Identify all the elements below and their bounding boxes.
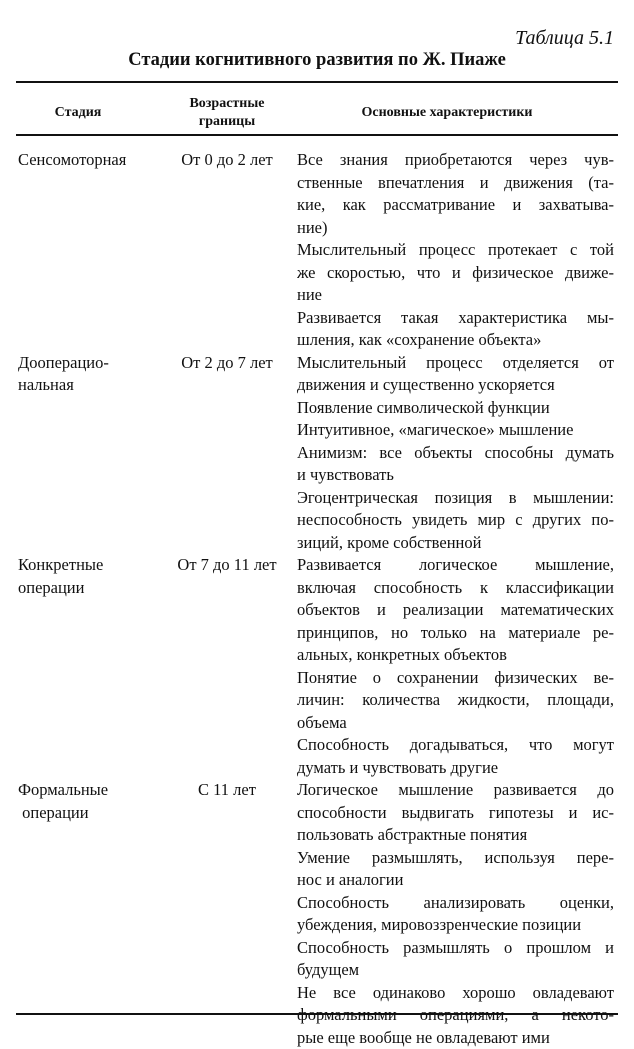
characteristic-line: Мыслительный процесс протекает с той xyxy=(297,239,614,262)
characteristic-line: ние) xyxy=(297,217,614,240)
characteristic-line: Появление символической функции xyxy=(297,397,614,420)
stage-line: Конкретные xyxy=(18,554,103,577)
table-number: Таблица 5.1 xyxy=(515,27,614,50)
characteristic-line: будущем xyxy=(297,959,614,982)
table-top-rule xyxy=(16,81,618,83)
characteristic-paragraph xyxy=(297,982,614,1049)
table-bottom-rule xyxy=(16,1013,618,1015)
characteristic-line: ние xyxy=(297,284,614,307)
characteristic-line: Мыслительный процесс отделяется от xyxy=(297,352,614,375)
characteristic-line: Способность анализировать оценки, xyxy=(297,892,614,915)
characteristic-line: ственные впечатления и движения (та- xyxy=(297,172,614,195)
characteristic-line: движения и существенно ускоряется xyxy=(297,374,614,397)
characteristic-line: нос и аналогии xyxy=(297,869,614,892)
characteristic-line: шления, как «сохранение объекта» xyxy=(297,329,614,352)
stage-line: операции xyxy=(18,577,103,600)
characteristic-line: кие, как рассматривание и захватыва- xyxy=(297,194,614,217)
characteristic-paragraph xyxy=(297,937,614,982)
stage-line: нальная xyxy=(18,374,109,397)
characteristic-line: Развивается такая характеристика мы- xyxy=(297,307,614,330)
characteristic-paragraph xyxy=(297,419,614,442)
header-characteristics: Основные характеристики xyxy=(297,104,597,122)
characteristic-line: объема xyxy=(297,712,614,735)
characteristic-line xyxy=(297,1004,614,1027)
characteristic-paragraph xyxy=(297,554,614,667)
characteristic-line: принципов, но только на материале ре- xyxy=(297,622,614,645)
characteristic-line: Анимизм: все объекты способны думать xyxy=(297,442,614,465)
characteristic-line: неспособность увидеть мир с других по- xyxy=(297,509,614,532)
stage-cell xyxy=(18,779,108,824)
characteristic-paragraph xyxy=(297,779,614,847)
characteristic-line: и чувствовать xyxy=(297,464,614,487)
characteristic-line: Способность догадываться, что могут xyxy=(297,734,614,757)
characteristic-paragraph xyxy=(297,149,614,239)
characteristic-paragraph xyxy=(297,307,614,352)
characteristic-line: включая способность к классификации xyxy=(297,577,614,600)
characteristic-line: думать и чувствовать другие xyxy=(297,757,614,780)
characteristic-line: Логическое мышление развивается до xyxy=(297,779,614,802)
characteristic-line: рые еще вообще не овладевают ими xyxy=(297,1027,614,1049)
characteristic-paragraph xyxy=(297,847,614,892)
table-title: Стадии когнитивного развития по Ж. Пиаже xyxy=(0,50,634,71)
characteristic-line: же скоростью, что и физическое движе- xyxy=(297,262,614,285)
characteristic-line: Интуитивное, «магическое» мышление xyxy=(297,419,614,442)
characteristic-line: Способность размышлять о прошлом и xyxy=(297,937,614,960)
characteristics-cell xyxy=(297,352,614,555)
characteristic-line: Все знания приобретаются через чув- xyxy=(297,149,614,172)
age-cell: От 2 до 7 лет xyxy=(168,352,286,375)
characteristic-line: личин: количества жидкости, площади, xyxy=(297,689,614,712)
header-age-line: границы xyxy=(168,113,286,131)
stage-cell xyxy=(18,554,103,599)
stage-line: операции xyxy=(18,802,108,825)
characteristic-paragraph xyxy=(297,239,614,307)
characteristic-line: Не все одинаково хорошо овладевают xyxy=(297,982,614,1005)
characteristics-cell xyxy=(297,149,614,352)
characteristic-line: Умение размышлять, используя пере- xyxy=(297,847,614,870)
characteristic-line: зиций, кроме собственной xyxy=(297,532,614,555)
characteristic-line: убеждения, мировоззренческие позиции xyxy=(297,914,614,937)
stage-cell xyxy=(18,352,109,397)
characteristic-line: Эгоцентрическая позиция в мышлении: xyxy=(297,487,614,510)
age-cell: От 7 до 11 лет xyxy=(168,554,286,577)
stage-cell xyxy=(18,149,126,172)
characteristic-paragraph xyxy=(297,734,614,779)
stage-line: Дооперацио- xyxy=(18,352,109,375)
header-stage: Стадия xyxy=(18,104,138,122)
characteristic-line: объектов и реализации математических xyxy=(297,599,614,622)
characteristic-paragraph xyxy=(297,397,614,420)
characteristic-paragraph xyxy=(297,442,614,487)
characteristics-cell xyxy=(297,779,614,1049)
characteristic-paragraph xyxy=(297,667,614,735)
characteristic-paragraph xyxy=(297,487,614,555)
header-age-line: Возрастные xyxy=(168,95,286,113)
characteristic-line: способности выдвигать гипотезы и ис- xyxy=(297,802,614,825)
characteristic-paragraph xyxy=(297,892,614,937)
characteristic-line: пользовать абстрактные понятия xyxy=(297,824,614,847)
characteristic-line: Понятие о сохранении физических ве- xyxy=(297,667,614,690)
characteristic-paragraph xyxy=(297,352,614,397)
header-rule xyxy=(16,134,618,136)
stage-line: Сенсомоторная xyxy=(18,149,126,172)
age-cell: С 11 лет xyxy=(168,779,286,802)
age-cell: От 0 до 2 лет xyxy=(168,149,286,172)
characteristics-cell xyxy=(297,554,614,779)
characteristic-line: Развивается логическое мышление, xyxy=(297,554,614,577)
stage-line: Формальные xyxy=(18,779,108,802)
header-age xyxy=(168,95,286,131)
characteristic-line: альных, конкретных объектов xyxy=(297,644,614,667)
